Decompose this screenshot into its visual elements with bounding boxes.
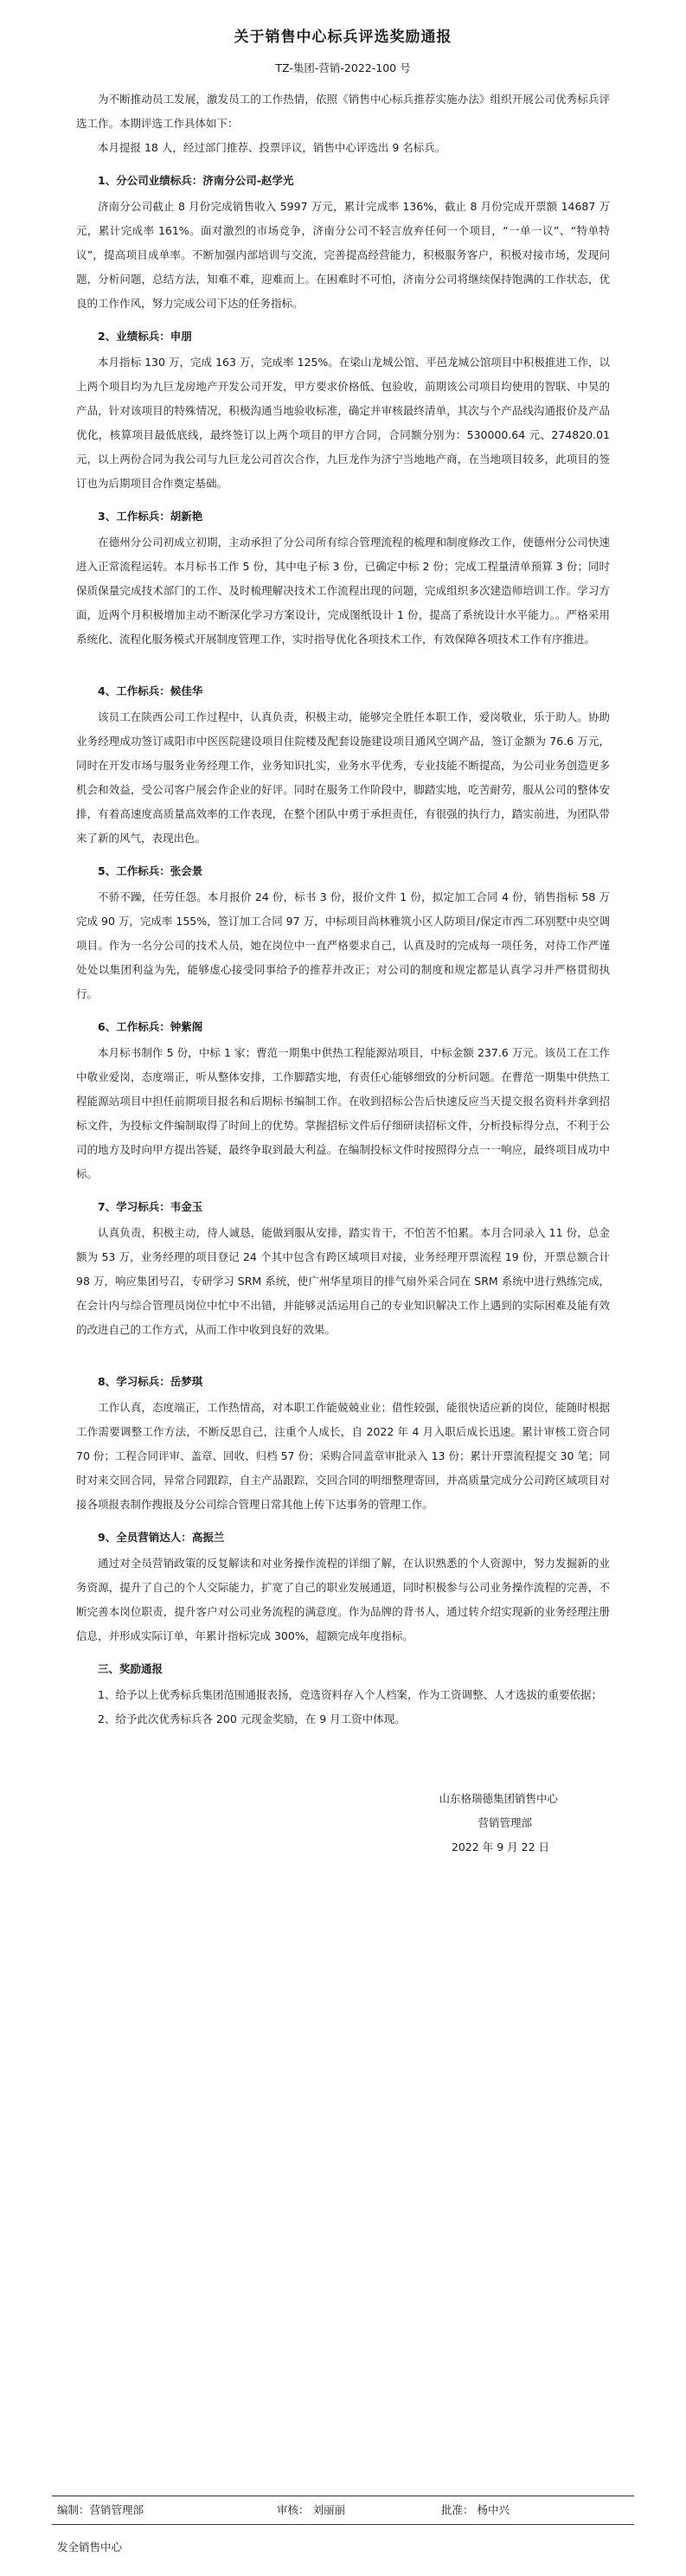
spacer: [76, 652, 610, 671]
signature-block: [76, 1787, 610, 1860]
section-heading: 8、学习标兵：岳梦琪: [98, 1375, 203, 1388]
section-paragraph: 本月标书制作 5 份，中标 1 家；曹范一期集中供热工程能源站项目，中标金额 237.6 万元。该员工在工作中敬业爱岗，态度端正，听从整体安排，工作脚踏实地，有责任心能够细致的分析问题。在曹范一期集中供热工程能源站项目中担任前期项目报名和后期标书编制工作。在收到招标公告后快速反应当天提交报名资料并拿到招标文件，为投标文件编制取得了时间上的优势。掌握招标文件后仔细研读招标文件，分析投标得分点，不利于公司的地方及时向甲方提出答疑，最终争取到最大利益。在编制投标文件时按照得分点一一响应，最终项目成功中标。: [76, 1046, 610, 1180]
signature-company: 山东格瑞德集团销售中心: [439, 1792, 558, 1805]
approval-footer: [52, 2496, 634, 2525]
footer-approve: 批准： 杨中兴: [441, 2503, 510, 2516]
section-paragraph: 1、给予以上优秀标兵集团范围通报表扬，竞选资料存入个人档案，作为工资调整、人才选拔的重要依据；: [98, 1688, 602, 1701]
section-heading: 2、业绩标兵：申朋: [98, 330, 192, 343]
section-paragraph: 通过对全员营销政策的反复解读和对业务操作流程的详细了解，在认识熟悉的个人资源中，努力发掘新的业务资源，提升了自己的个人交际能力，扩宽了自己的职业发展通道，同时积极参与公司业务操作流程的完善，不断完善本岗位职责，提升客户对公司业务流程的满意度。作为品牌的背书人，通过转介绍实现新的业务经理注册信息，并形成实际订单，年累计指标完成 300%，超额完成年度指标。: [76, 1557, 610, 1642]
signature-department: 营销管理部: [478, 1816, 532, 1829]
section-heading: 3、工作标兵：胡新艳: [98, 510, 203, 523]
footer-editor: 编制：营销管理部: [57, 2503, 144, 2516]
section-heading: 9、全员营销达人：高振兰: [98, 1531, 225, 1544]
footer-audit: 审核： 刘丽丽: [277, 2503, 345, 2516]
section-paragraph: 在德州分公司初成立初期，主动承担了分公司所有综合管理流程的梳理和制度修改工作，使德州分公司快速进入正常流程运转。本月标书工作 5 份，其中电子标 3 份，已确定中标 2 份；完成工程量清单预算 3 份；同时保质保量完成技术部门的工作、及时梳理解决技术工作流程出现的问题，完成组织多次建造师培训工作。学习方面，近两个月积极增加主动不断深化学习方案设计，完成图纸设计 1 份，提高了系统设计水平能力。。严格采用系统化、流程化服务模式开展制度管理工作，实时指导优化各项技术工作，有效保障各项技术工作有序推进。: [76, 536, 610, 646]
section-paragraph: 2、给予此次优秀标兵各 200 元现金奖励，在 9 月工资中体现。: [98, 1712, 406, 1725]
section-paragraph: 该员工在陕西公司工作过程中，认真负责，积极主动，能够完全胜任本职工作，爱岗敬业，乐于助人。协助业务经理成功签订咸阳市中医医院建设项目住院楼及配套设施建设项目通风空调产品，签订金额为 76.6 万元，同时在开发市场与服务业务经理工作，业务知识扎实，业务水平优秀，专业技能不断提高，为公司业务创造更多机会和效益，受公司客户展会作企业的好评。同时在服务工作阶段中，脚踏实地，吃苦耐劳，服从公司的整体安排，有着高速度高质量高效率的工作表现，在整个团队中勇于承担责任，有很强的执行力，踏实前进，为团队带来了新的风气，表现出色。: [76, 710, 610, 845]
section-paragraph: 本月指标 130 万，完成 163 万，完成率 125%。在梁山龙城公馆、平邑龙城公馆项目中积极推进工作，以上两个项目均为九巨龙房地产开发公司开发，甲方要求价格低、包验收，前期该公司项目均使用的智联、中昊的产品，针对该项目的特殊情况，积极沟通当地验收标准，确定并审核最终清单，其次与个产品线沟通报价及产品优化，核算项目最低底线，最终签订以上两个项目的甲方合同，合同额分别为：530000.64 元、274820.01 元，以上两份合同为我公司与九巨龙公司首次合作，九巨龙作为济宁当地地产商，在当地项目较多，此项目的签订也为后期项目合作奠定基础。: [76, 356, 610, 490]
section-heading: 三、奖励通报: [98, 1662, 163, 1675]
section-paragraph: 不骄不躁，任劳任怨。本月报价 24 份，标书 3 份，报价文件 1 份，拟定加工合同 4 份，销售指标 58 万完成 90 万，完成率 155%，签订加工合同 97 万，中标项目尚林雅筑小区人防项目/保定市西二环别墅中央空调项目。作为一名分公司的技术人员，她在岗位中一直严格要求自己，认真及时的完成每一项任务，对待工作严谨处处以集团利益为先，能够虚心接受同事给予的推荐并改正；对公司的制度和规定都是认真学习并严格贯彻执行。: [76, 890, 610, 1000]
section-paragraph: 工作认真，态度端正，工作热情高，对本职工作能兢兢业业；借性较强，能很快适应新的岗位，能随时根据工作需要调整工作方法，不断反思自己，注重个人成长，自 2022 年 4 月入职后成长迅速。累计审核工资合同 70 份；工程合同评审、盖章、回收、归档 57 份；采购合同盖章审批录入 13 份；累计开票流程提交 30 笔；同时对来交回合同，异常合同跟踪，自主产品跟踪，交回合同的明细整理寄回，并高质量完成分公司跨区域项目对接各项报表制作搜报及分公司综合管理日常其他上传下达事务的管理工作。: [76, 1401, 610, 1511]
signature-date: 2022 年 9 月 22 日: [451, 1840, 549, 1853]
spacer: [76, 1342, 610, 1361]
section-paragraph: 认真负责，积极主动，待人诚恳，能做到服从安排，踏实肯干，不怕苦不怕累。本月合同录入 11 份，总金额为 53 万，业务经理的项目登记 24 个其中包含有跨区域项目对接，业务经理开票流程 19 份，开票总额合计 98 万，响应集团号召，专研学习 SRM 系统，使广州华星项目的排气扇外采合同在 SRM 系统中进行熟练完成，在会计内与综合管理员岗位中忙中不出错，并能够灵活运用自己的专业知识解决工作上遇到的实际困难及能有效的改进自己的工作方式，从而工作中收到良好的效果。: [76, 1226, 610, 1336]
section-paragraph: 济南分公司截止 8 月份完成销售收入 5997 万元，累计完成率 136%，截止 8 月份完成开票额 14687 万元，累计完成率 161%。面对激烈的市场竞争，济南分公司不轻言放弃任何一个项目，“一单一议”、“特单特议”，提高项目成单率。不断加强内部培训与交流，完善提高经营能力，积极服务客户，积极对接市场，发现问题，分析问题，总结方法，知难不难，迎难而上。在困难时不可怕，济南分公司将继续保持饱满的工作状态，优良的工作作风，努力完成公司下达的任务指标。: [76, 200, 610, 310]
section-heading: 4、工作标兵：候佳华: [98, 684, 203, 697]
document-title: 关于销售中心标兵评选奖励通报: [234, 29, 452, 46]
intro-paragraph: 为不断推动员工发展，激发员工的工作热情，依照《销售中心标兵推荐实施办法》组织开展公司优秀标兵评选工作。本期评选工作具体如下：: [76, 93, 610, 130]
footer-distribution: 发全销售中心: [57, 2541, 123, 2554]
section-heading: 1、分公司业绩标兵：济南分公司-赵学光: [98, 174, 294, 187]
document-number: TZ-集团-营销-2022-100 号: [275, 61, 411, 74]
section-heading: 5、工作标兵：张会景: [98, 864, 203, 877]
intro-paragraph: 本月提报 18 人，经过部门推荐、投票评议，销售中心评选出 9 名标兵。: [98, 141, 446, 154]
section-heading: 7、学习标兵：韦金玉: [98, 1200, 203, 1213]
section-heading: 6、工作标兵：钟紫阁: [98, 1020, 203, 1033]
